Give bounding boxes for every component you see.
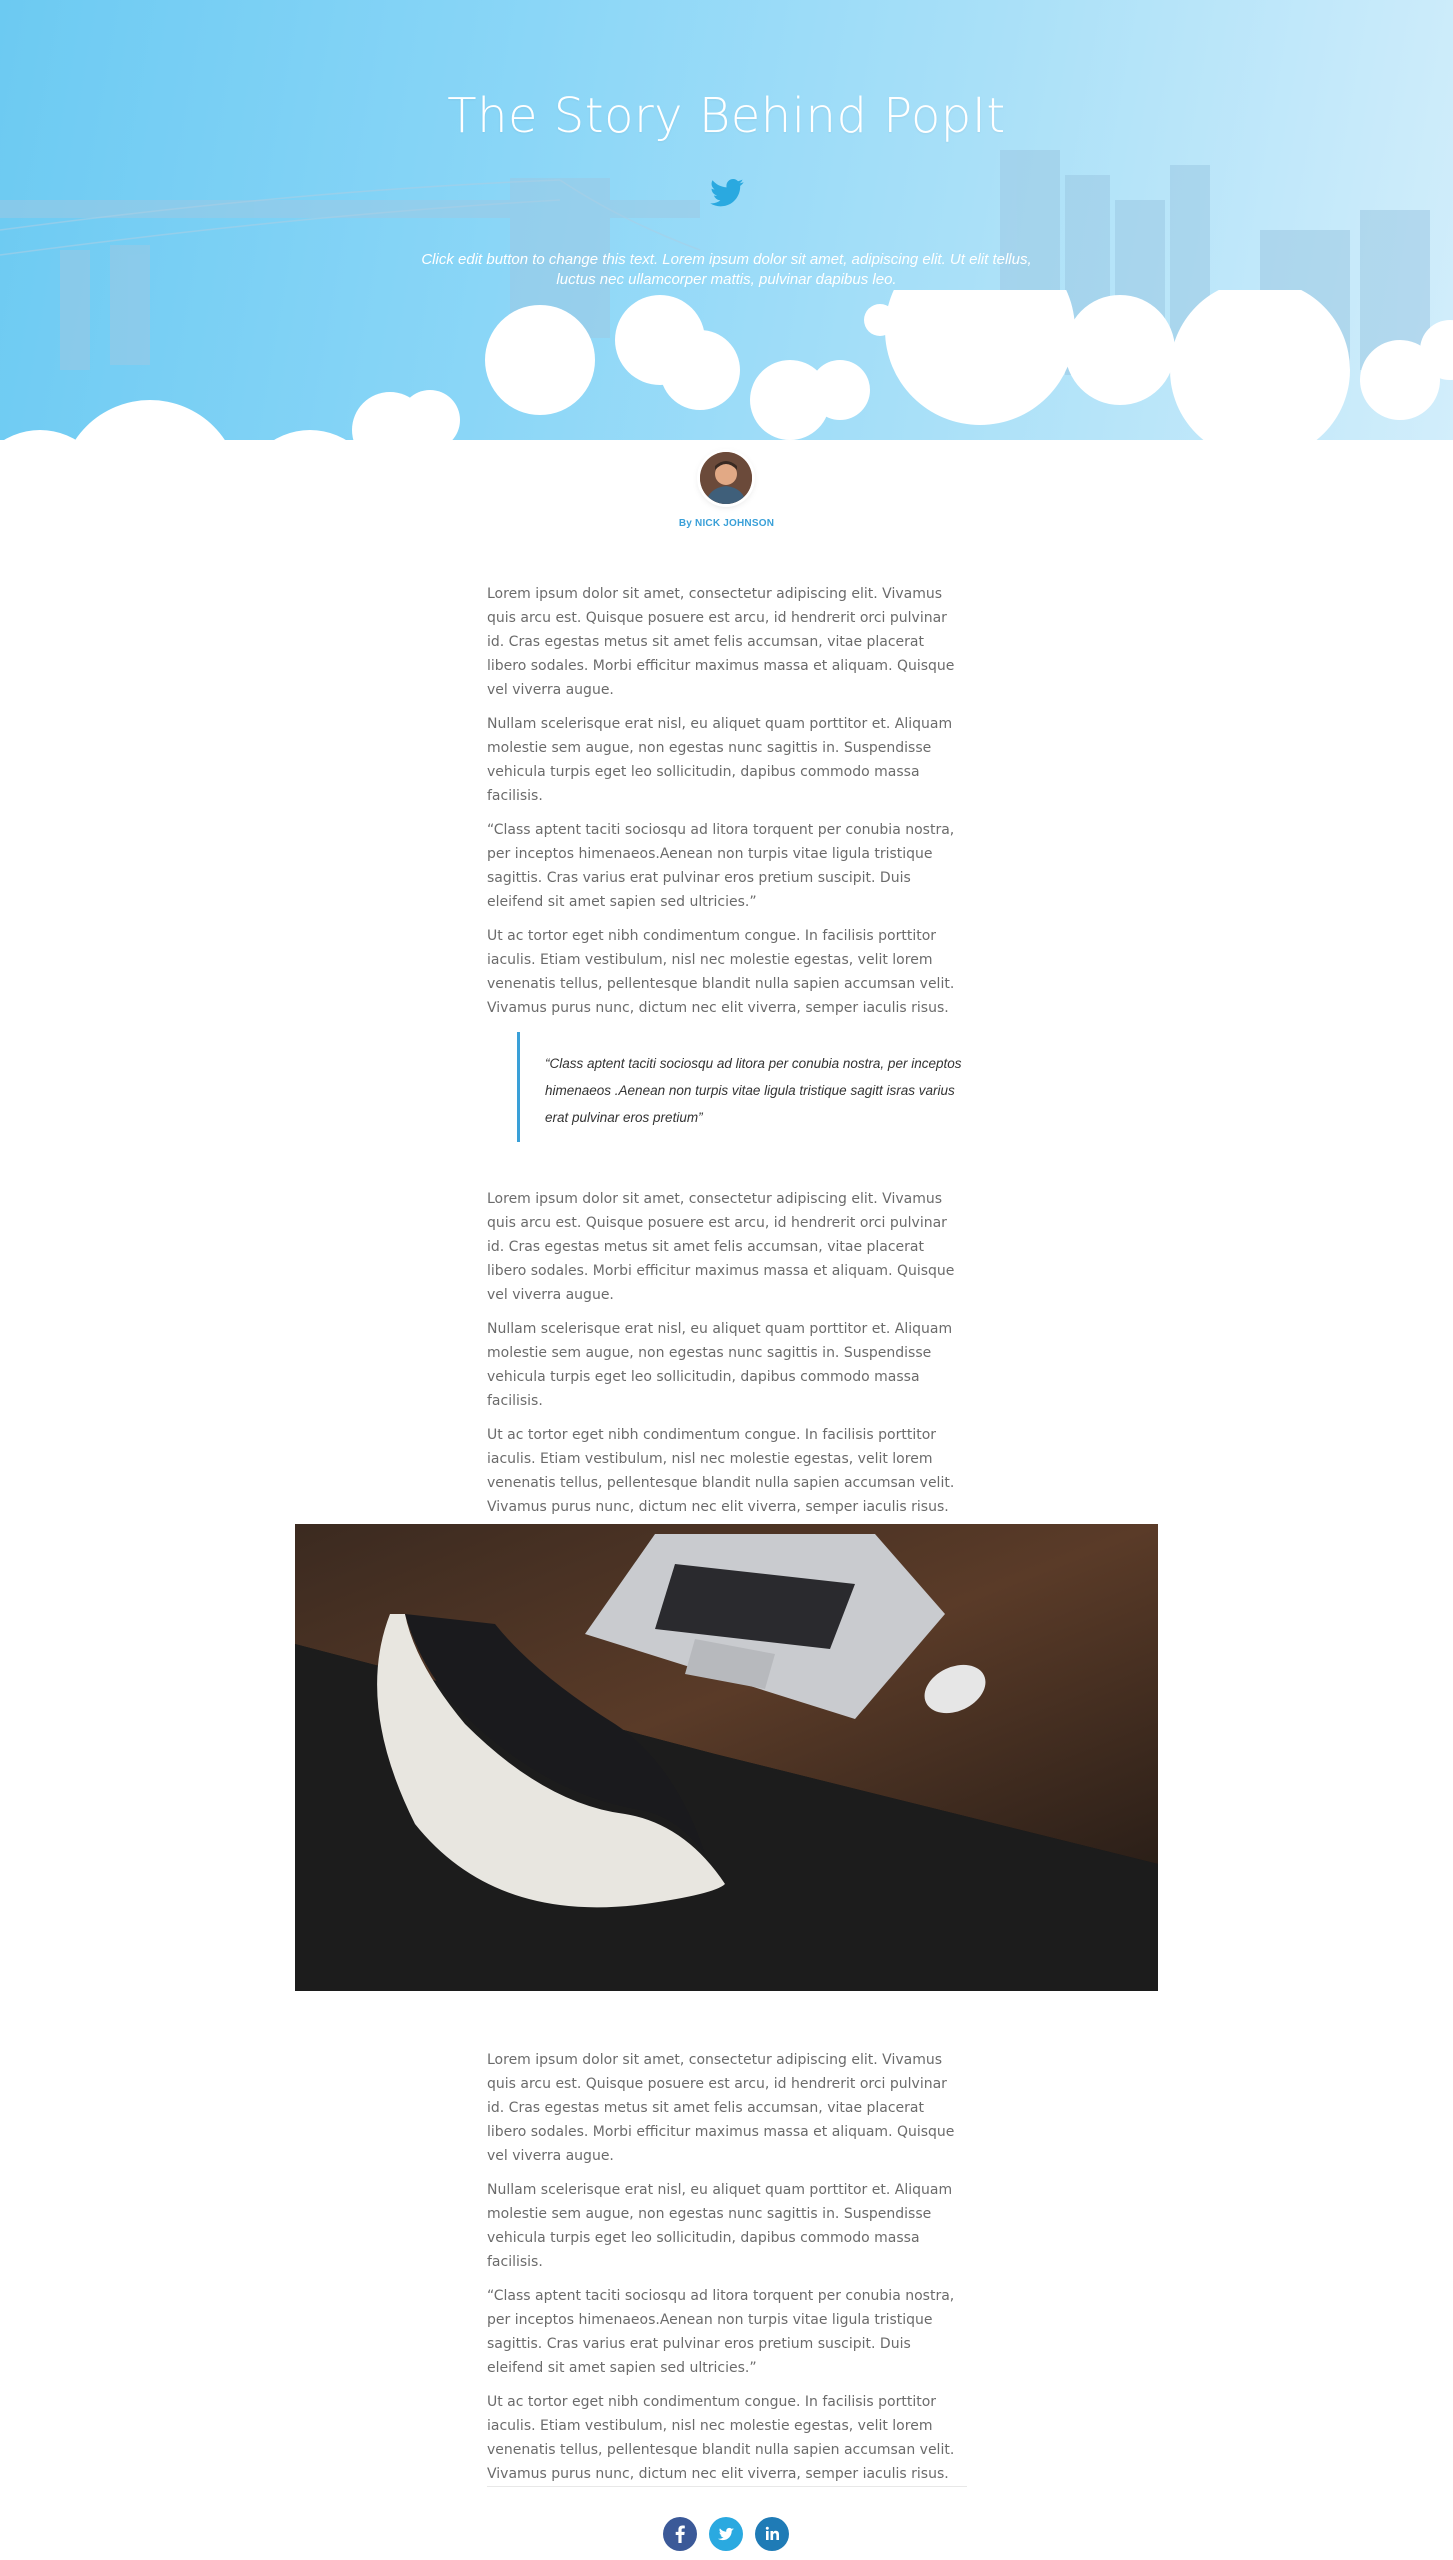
paragraph: Nullam scelerisque erat nisl, eu aliquet quam porttitor et. Aliquam molestie sem augue, non egestas nunc sagittis in. Suspendisse vehicula turpis eget leo sollicitudin, dapibus commodo massa facilisis. bbox=[487, 2182, 953, 2270]
avatar bbox=[700, 452, 752, 504]
linkedin-share-button[interactable] bbox=[755, 2517, 789, 2551]
facebook-icon bbox=[663, 2517, 697, 2551]
author-byline: By NICK JOHNSON bbox=[678, 518, 775, 529]
article-section-1 bbox=[487, 582, 967, 1030]
twitter-icon[interactable] bbox=[710, 178, 744, 208]
paragraph: “Class aptent taciti sociosqu ad litora torquent per conubia nostra, per inceptos himenaeos.Aenean non turpis vitae ligula tristique sagittis. Cras varius erat pulvinar eros pretium suscipit. Duis eleifend sit amet sapien sed ultricies.” bbox=[487, 822, 955, 910]
paragraph: Nullam scelerisque erat nisl, eu aliquet quam porttitor et. Aliquam molestie sem augue, non egestas nunc sagittis in. Suspendisse vehicula turpis eget leo sollicitudin, dapibus commodo massa facilisis. bbox=[487, 1321, 953, 1409]
hero-subtitle: Click edit button to change this text. Lorem ipsum dolor sit amet, adipiscing elit. Ut elit tellus, luctus nec ullamcorper mattis, pulvinar dapibus leo. bbox=[421, 251, 1032, 288]
hero-banner bbox=[0, 0, 1453, 520]
paragraph: “Class aptent taciti sociosqu ad litora torquent per conubia nostra, per inceptos himenaeos.Aenean non turpis vitae ligula tristique sagittis. Cras varius erat pulvinar eros pretium suscipit. Duis eleifend sit amet sapien sed ultricies.” bbox=[487, 2288, 955, 2376]
twitter-icon bbox=[709, 2517, 743, 2551]
blockquote-text: “Class aptent taciti sociosqu ad litora per conubia nostra, per inceptos himenaeos .Aenean non turpis vitae ligula tristique sagitt isras varius erat pulvinar eros pretium” bbox=[545, 1056, 962, 1125]
article-section-3 bbox=[487, 2048, 967, 2496]
article-section-2 bbox=[487, 1187, 967, 1529]
twitter-share-button[interactable] bbox=[709, 2517, 743, 2551]
paragraph: Nullam scelerisque erat nisl, eu aliquet quam porttitor et. Aliquam molestie sem augue, non egestas nunc sagittis in. Suspendisse vehicula turpis eget leo sollicitudin, dapibus commodo massa facilisis. bbox=[487, 716, 953, 804]
paragraph: Lorem ipsum dolor sit amet, consectetur adipiscing elit. Vivamus quis arcu est. Quisque posuere est arcu, id hendrerit orci pulvinar id. Cras egestas metus sit amet felis accumsan, vitae placerat libero sodales. Morbi efficitur maximus massa et aliquam. Quisque vel viverra augue. bbox=[487, 586, 955, 698]
facebook-share-button[interactable] bbox=[663, 2517, 697, 2551]
paragraph: Lorem ipsum dolor sit amet, consectetur adipiscing elit. Vivamus quis arcu est. Quisque posuere est arcu, id hendrerit orci pulvinar id. Cras egestas metus sit amet felis accumsan, vitae placerat libero sodales. Morbi efficitur maximus massa et aliquam. Quisque vel viverra augue. bbox=[487, 1191, 955, 1303]
paragraph: Ut ac tortor eget nibh condimentum congue. In facilisis porttitor iaculis. Etiam vestibulum, nisl nec molestie egestas, velit lorem venenatis tellus, pellentesque blandit nulla sapien accumsan velit. Vivamus purus nunc, dictum nec elit viverra, semper iaculis risus. bbox=[487, 928, 955, 1016]
paragraph: Ut ac tortor eget nibh condimentum congue. In facilisis porttitor iaculis. Etiam vestibulum, nisl nec molestie egestas, velit lorem venenatis tellus, pellentesque blandit nulla sapien accumsan velit. Vivamus purus nunc, dictum nec elit viverra, semper iaculis risus. bbox=[487, 1427, 955, 1515]
linkedin-icon bbox=[755, 2517, 789, 2551]
paragraph: Lorem ipsum dolor sit amet, consectetur adipiscing elit. Vivamus quis arcu est. Quisque posuere est arcu, id hendrerit orci pulvinar id. Cras egestas metus sit amet felis accumsan, vitae placerat libero sodales. Morbi efficitur maximus massa et aliquam. Quisque vel viverra augue. bbox=[487, 2052, 955, 2164]
page-title: The Story Behind PopIt bbox=[447, 88, 1006, 144]
avatar-icon bbox=[700, 452, 752, 504]
divider bbox=[487, 2486, 967, 2487]
blockquote bbox=[517, 1032, 977, 1142]
paragraph: Ut ac tortor eget nibh condimentum congue. In facilisis porttitor iaculis. Etiam vestibulum, nisl nec molestie egestas, velit lorem venenatis tellus, pellentesque blandit nulla sapien accumsan velit. Vivamus purus nunc, dictum nec elit viverra, semper iaculis risus. bbox=[487, 2394, 955, 2482]
desk-laptop-photo bbox=[295, 1524, 1158, 1991]
